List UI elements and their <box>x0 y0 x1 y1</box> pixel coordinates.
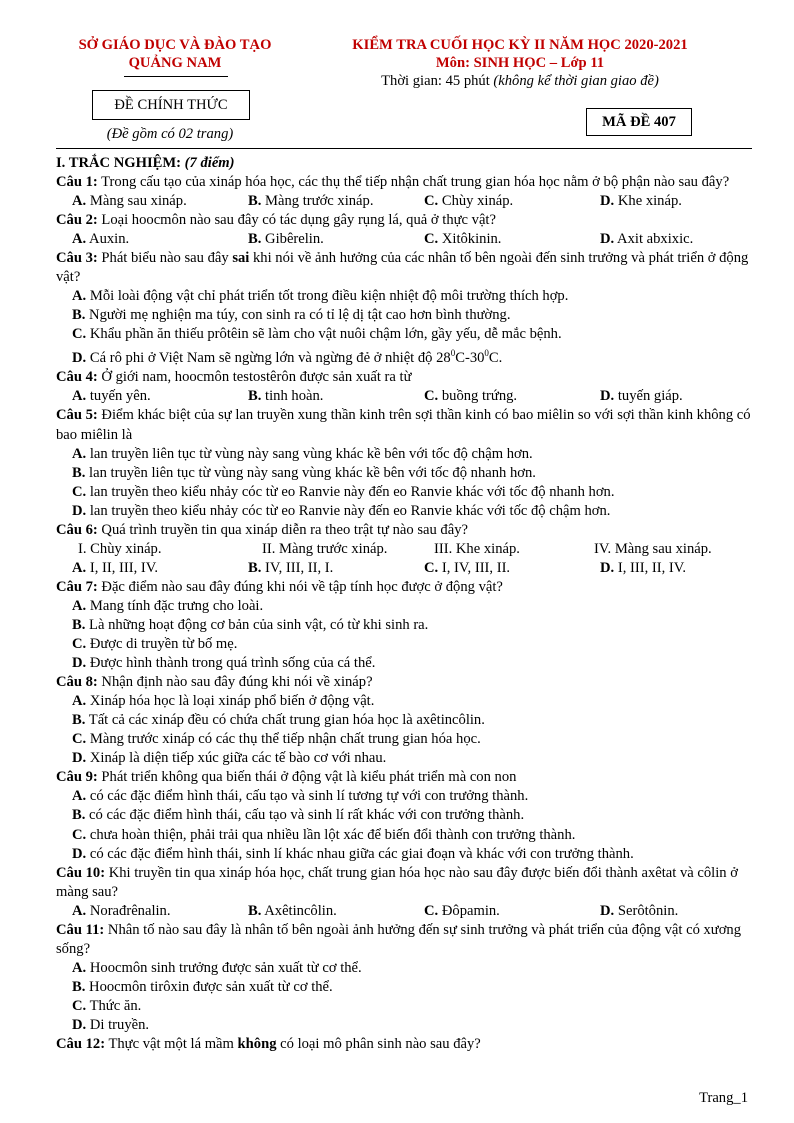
department-header <box>56 36 294 72</box>
option-c: C. I, IV, III, II. <box>424 559 511 576</box>
option-a: A. Hoocmôn sinh trưởng được sản xuất từ cơ thể. <box>72 959 362 976</box>
question-11: Câu 11: Nhân tố nào sau đây là nhân tố bên ngoài ảnh hưởng đến sự sinh trưởng và phát triển của động vật có xương sống? <box>56 921 742 957</box>
option-d: D. Serôtônin. <box>600 902 679 919</box>
department-name: SỞ GIÁO DỤC VÀ ĐÀO TẠO <box>78 37 272 53</box>
pages-note: (Đề gồm có 02 trang) <box>106 126 234 142</box>
option-a: A. Màng sau xináp. <box>72 193 187 210</box>
option-d: D. Axit abxixic. <box>600 231 694 248</box>
question-1-options <box>56 192 756 211</box>
option-a: A. I, II, III, IV. <box>72 559 159 576</box>
option-a: A. Auxin. <box>72 231 130 248</box>
option-b: B. lan truyền liên tục từ vùng này sang vùng khác kề bên với tốc độ nhanh hơn. <box>72 464 536 481</box>
official-exam-box: ĐỀ CHÍNH THỨC <box>92 90 250 120</box>
statement-2: II. Màng trước xináp. <box>262 540 388 557</box>
exam-subject: Môn: SINH HỌC – Lớp 11 <box>435 55 605 71</box>
question-6-options <box>56 559 756 578</box>
exam-title: KIỂM TRA CUỐI HỌC KỲ II NĂM HỌC 2020-2021 <box>352 37 688 53</box>
section-title: I. TRẮC NGHIỆM: (7 điểm) <box>56 155 235 171</box>
page-number: Trang_1 <box>699 1090 748 1106</box>
exam-code-box: MÃ ĐỀ 407 <box>586 108 692 136</box>
exam-header <box>300 36 740 90</box>
option-b: B. có các đặc điểm hình thái, cấu tạo và sinh lí rất khác với con trưởng thành. <box>72 807 525 824</box>
province-name: QUẢNG NAM <box>128 55 222 71</box>
question-9: Câu 9: Phát triển không qua biến thái ở động vật là kiểu phát triển mà con non <box>56 769 517 786</box>
option-c: C. Được di truyền từ bố mẹ. <box>72 636 238 653</box>
statement-4: IV. Màng sau xináp. <box>594 540 712 557</box>
option-c: C. Đôpamin. <box>424 902 500 919</box>
option-b: B. Hoocmôn tirôxin được sản xuất từ cơ thể. <box>72 978 333 995</box>
option-c: C. chưa hoàn thiện, phải trải qua nhiều lần lột xác để biến đổi thành con trưởng thành. <box>72 826 576 843</box>
option-c: C. Chùy xináp. <box>424 193 514 210</box>
option-c: C. Xitôkinin. <box>424 231 502 248</box>
option-d: D. lan truyền theo kiểu nhảy cóc từ eo Ranvie này đến eo Ranvie khác với tốc độ chậm hơn. <box>72 502 611 519</box>
question-4: Câu 4: Ở giới nam, hoocmôn testostêrôn được sản xuất ra từ <box>56 369 412 386</box>
option-b: B. Là những hoạt động cơ bản của sinh vật, có từ khi sinh ra. <box>72 616 429 633</box>
question-2-options <box>56 230 756 249</box>
option-a: A. có các đặc điểm hình thái, cấu tạo và sinh lí tương tự với con trưởng thành. <box>72 788 529 805</box>
question-12: Câu 12: Thực vật một lá mầm không có loại mô phân sinh nào sau đây? <box>56 1036 481 1053</box>
option-b: B. Người mẹ nghiện ma túy, con sinh ra có tỉ lệ dị tật cao hơn bình thường. <box>72 307 511 324</box>
option-a: A. lan truyền liên tục từ vùng này sang vùng khác kề bên với tốc độ chậm hơn. <box>72 445 533 462</box>
option-c: C. Màng trước xináp có các thụ thể tiếp nhận chất trung gian hóa học. <box>72 731 481 748</box>
option-d: D. tuyến giáp. <box>600 388 683 405</box>
exam-time: Thời gian: 45 phút (không kể thời gian giao đề) <box>381 73 659 89</box>
option-c: C. Thức ăn. <box>72 997 142 1014</box>
statement-1: I. Chùy xináp. <box>78 540 162 557</box>
option-a: A. Mang tính đặc trưng cho loài. <box>72 597 264 614</box>
option-d: D. Được hình thành trong quá trình sống của cá thể. <box>72 655 376 672</box>
question-4-options <box>56 387 756 406</box>
option-a: A. tuyến yên. <box>72 388 151 405</box>
question-2: Câu 2: Loại hoocmôn nào sau đây có tác dụng gây rụng lá, quả ở thực vật? <box>56 212 496 229</box>
header-divider <box>56 148 752 149</box>
option-a: A. Mỗi loài động vật chỉ phát triển tốt trong điều kiện nhiệt độ môi trường thích hợp. <box>72 288 569 305</box>
option-c: C. lan truyền theo kiểu nhảy cóc từ eo Ranvie này đến eo Ranvie khác với tốc độ nhanh hơn. <box>72 483 615 500</box>
question-6-statements <box>56 540 756 559</box>
option-c: C. Khẩu phần ăn thiếu prôtêin sẽ làm cho vật nuôi chậm lớn, gầy yếu, dễ mắc bệnh. <box>72 326 562 343</box>
option-c: C. buồng trứng. <box>424 388 518 405</box>
option-d: D. có các đặc điểm hình thái, sinh lí khác nhau giữa các giai đoạn và khác với con trưởng thành. <box>72 845 634 862</box>
header-underline <box>124 76 228 77</box>
question-3: Câu 3: Phát biểu nào sau đây sai khi nói về ảnh hưởng của các nhân tố bên ngoài đến sinh trưởng và phát triển ở động vật? <box>56 250 749 286</box>
option-b: B. Màng trước xináp. <box>248 193 374 210</box>
option-b: B. tinh hoàn. <box>248 388 324 405</box>
question-6: Câu 6: Quá trình truyền tin qua xináp diễn ra theo trật tự nào sau đây? <box>56 521 468 538</box>
option-d: D. Khe xináp. <box>600 193 682 210</box>
option-d: D. I, III, II, IV. <box>600 559 687 576</box>
question-10: Câu 10: Khi truyền tin qua xináp hóa học, chất trung gian hóa học nào sau đây được biến đổi thành axêtat và côlin ở màng sau? <box>56 864 738 900</box>
option-b: B. Gibêrelin. <box>248 231 324 248</box>
option-b: B. Tất cả các xináp đều có chứa chất trung gian hóa học là axêtincôlin. <box>72 712 485 729</box>
question-10-options <box>56 902 756 921</box>
option-d: D. Xináp là diện tiếp xúc giữa các tế bào cơ với nhau. <box>72 750 387 767</box>
statement-3: III. Khe xináp. <box>434 540 520 557</box>
question-8: Câu 8: Nhận định nào sau đây đúng khi nói về xináp? <box>56 674 373 691</box>
question-5: Câu 5: Điểm khác biệt của sự lan truyền xung thần kinh trên sợi thần kinh có bao miêlin so với sợi thần kinh không có bao miêlin là <box>56 407 751 443</box>
option-a: A. Xináp hóa học là loại xináp phổ biến ở động vật. <box>72 693 375 710</box>
option-d: D. Cá rô phi ở Việt Nam sẽ ngừng lớn và ngừng đẻ ở nhiệt độ $28^0C-30^0C$. <box>72 348 503 367</box>
option-a: A. Norađrênalin. <box>72 902 171 919</box>
question-7: Câu 7: Đặc điểm nào sau đây đúng khi nói về tập tính học được ở động vật? <box>56 578 503 595</box>
question-1: Câu 1: Trong cấu tạo của xináp hóa học, các thụ thể tiếp nhận chất trung gian hóa học nằm ở bộ phận nào sau đây? <box>56 174 730 191</box>
option-d: D. Di truyền. <box>72 1016 150 1033</box>
exam-content <box>56 154 756 1054</box>
option-b: B. Axêtincôlin. <box>248 902 337 919</box>
option-b: B. IV, III, II, I. <box>248 559 334 576</box>
